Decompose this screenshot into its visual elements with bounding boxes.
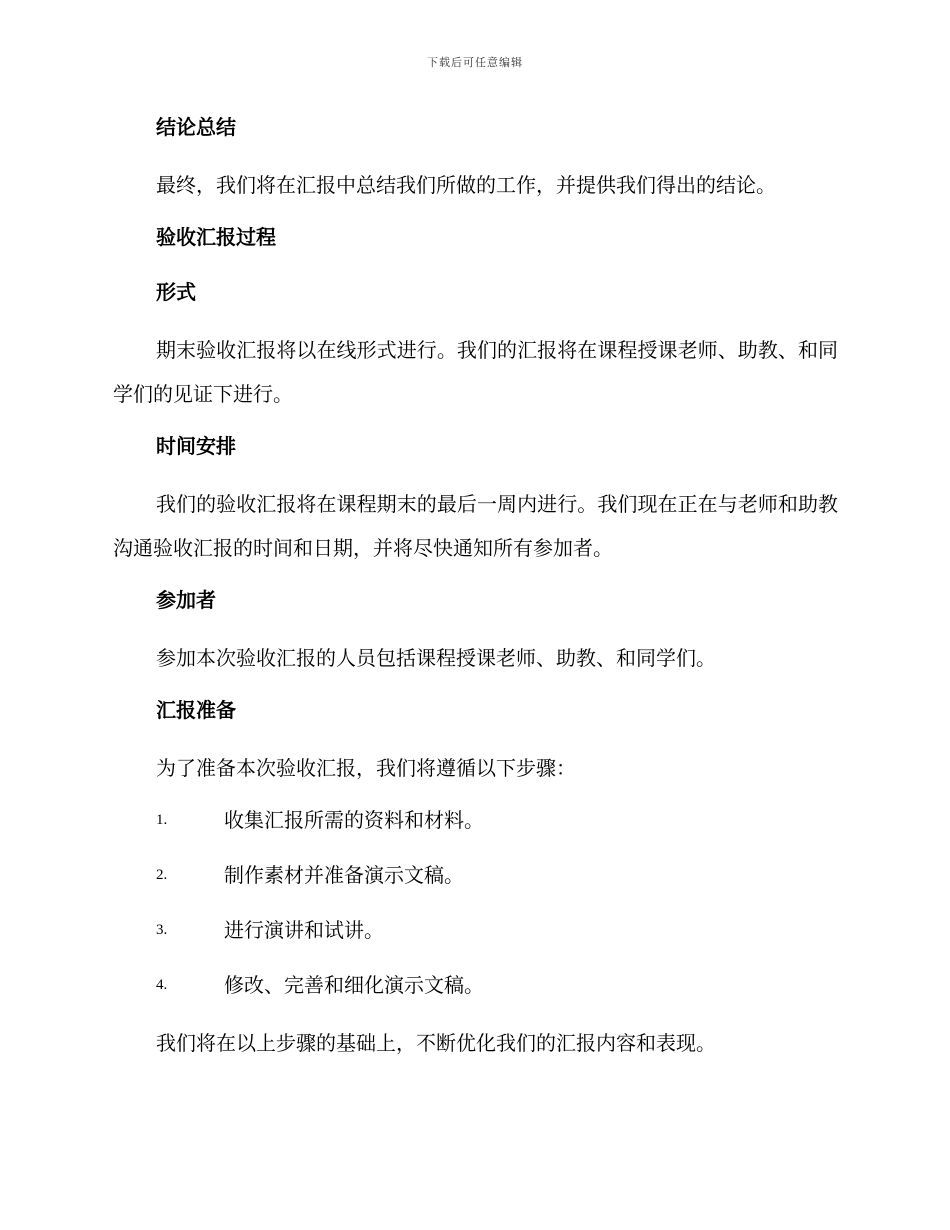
heading-preparation: 汇报准备 <box>156 698 236 722</box>
page-header: 下载后可任意编辑 <box>427 56 523 69</box>
list-item-text: 修改、完善和细化演示文稿。 <box>224 973 484 997</box>
heading-schedule: 时间安排 <box>156 434 236 458</box>
paragraph-format: 期末验收汇报将以在线形式进行。我们的汇报将在课程授课老师、助教、和同学们的见证下进行。 <box>113 338 838 406</box>
paragraph-preparation-intro: 为了准备本次验收汇报，我们将遵循以下步骤： <box>156 756 576 780</box>
list-item <box>113 911 838 949</box>
list-item <box>113 801 838 839</box>
list-item-text: 收集汇报所需的资料和材料。 <box>224 808 484 832</box>
list-item-number: 4. <box>156 977 168 993</box>
list-item-text: 制作素材并准备演示文稿。 <box>224 863 464 887</box>
list-item <box>113 856 838 894</box>
paragraph-preparation-closing: 我们将在以上步骤的基础上，不断优化我们的汇报内容和表现。 <box>156 1031 716 1055</box>
paragraph-participants: 参加本次验收汇报的人员包括课程授课老师、助教、和同学们。 <box>156 646 716 670</box>
paragraph-conclusion: 最终，我们将在汇报中总结我们所做的工作，并提供我们得出的结论。 <box>156 173 776 197</box>
heading-process: 验收汇报过程 <box>156 225 276 249</box>
document-body <box>113 108 838 1076</box>
list-item-number: 1. <box>156 812 168 828</box>
heading-format: 形式 <box>156 280 196 304</box>
list-item-text: 进行演讲和试讲。 <box>224 918 384 942</box>
preparation-steps-list <box>113 801 838 1004</box>
list-item <box>113 966 838 1004</box>
heading-conclusion: 结论总结 <box>156 115 236 139</box>
heading-participants: 参加者 <box>156 588 216 612</box>
list-item-number: 2. <box>156 867 168 883</box>
paragraph-schedule: 我们的验收汇报将在课程期末的最后一周内进行。我们现在正在与老师和助教沟通验收汇报的时间和日期，并将尽快通知所有参加者。 <box>113 492 838 560</box>
list-item-number: 3. <box>156 922 168 938</box>
